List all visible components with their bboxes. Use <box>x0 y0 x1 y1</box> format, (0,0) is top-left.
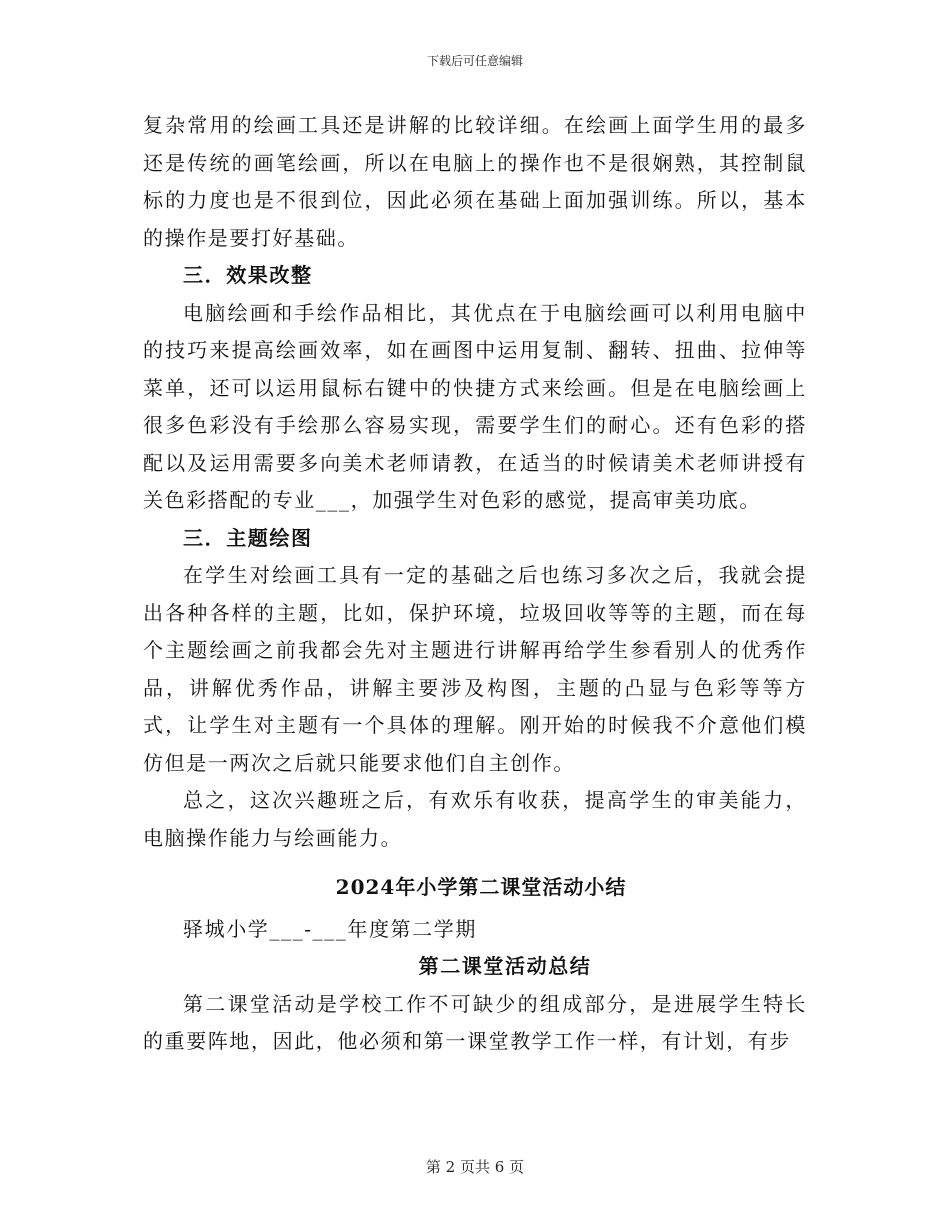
document-body <box>143 107 807 1061</box>
document-title: 2024年小学第二课堂活动小结 <box>335 875 627 899</box>
paragraph-theme: 在学生对绘画工具有一定的基础之后也练习多次之后，我就会提出各种各样的主题，比如，保护环境，垃圾回收等等的主题，而在每个主题绘画之前我都会先对主题进行讲解再给学生参看别人的优秀作品，讲解优秀作品，讲解主要涉及构图，主题的凸显与色彩等等方式，让学生对主题有一个具体的理解。刚开始的时候我不介意他们模仿但是一两次之后就只能要求他们自主创作。 <box>143 563 807 775</box>
page-header: 下载后可任意编辑 <box>426 54 523 68</box>
school-term-line: 驿城小学___-___年度第二学期 <box>183 916 477 941</box>
section-heading-theme: 三．主题绘图 <box>183 525 313 550</box>
paragraph-effect: 电脑绘画和手绘作品相比，其优点在于电脑绘画可以利用电脑中的技巧来提高绘画效率，如在画图中运用复制、翻转、扭曲、拉伸等菜单，还可以运用鼠标右键中的快捷方式来绘画。但是在电脑绘画上很多色彩没有手绘那么容易实现，需要学生们的耐心。还有色彩的搭配以及运用需要多向美术老师请教，在适当的时候请美术老师讲授有关色彩搭配的专业___，加强学生对色彩的感觉，提高审美功底。 <box>143 300 807 512</box>
paragraph-continuation: 复杂常用的绘画工具还是讲解的比较详细。在绘画上面学生用的最多还是传统的画笔绘画，所以在电脑上的操作也不是很娴熟，其控制鼠标的力度也是不很到位，因此必须在基础上面加强训练。所以，基本的操作是要打好基础。 <box>143 113 807 250</box>
section-heading-effect: 三．效果改整 <box>183 263 313 287</box>
paragraph-summary: 总之，这次兴趣班之后，有欢乐有收获，提高学生的审美能力，电脑操作能力与绘画能力。 <box>143 788 807 850</box>
paragraph-intro: 第二课堂活动是学校工作不可缺少的组成部分，是进展学生特长的重要阵地，因此，他必须和第一课堂教学工作一样，有计划，有步 <box>143 991 807 1053</box>
page-footer: 第 2 页共 6 页 <box>425 1158 525 1176</box>
document-subtitle: 第二课堂活动总结 <box>418 954 592 978</box>
